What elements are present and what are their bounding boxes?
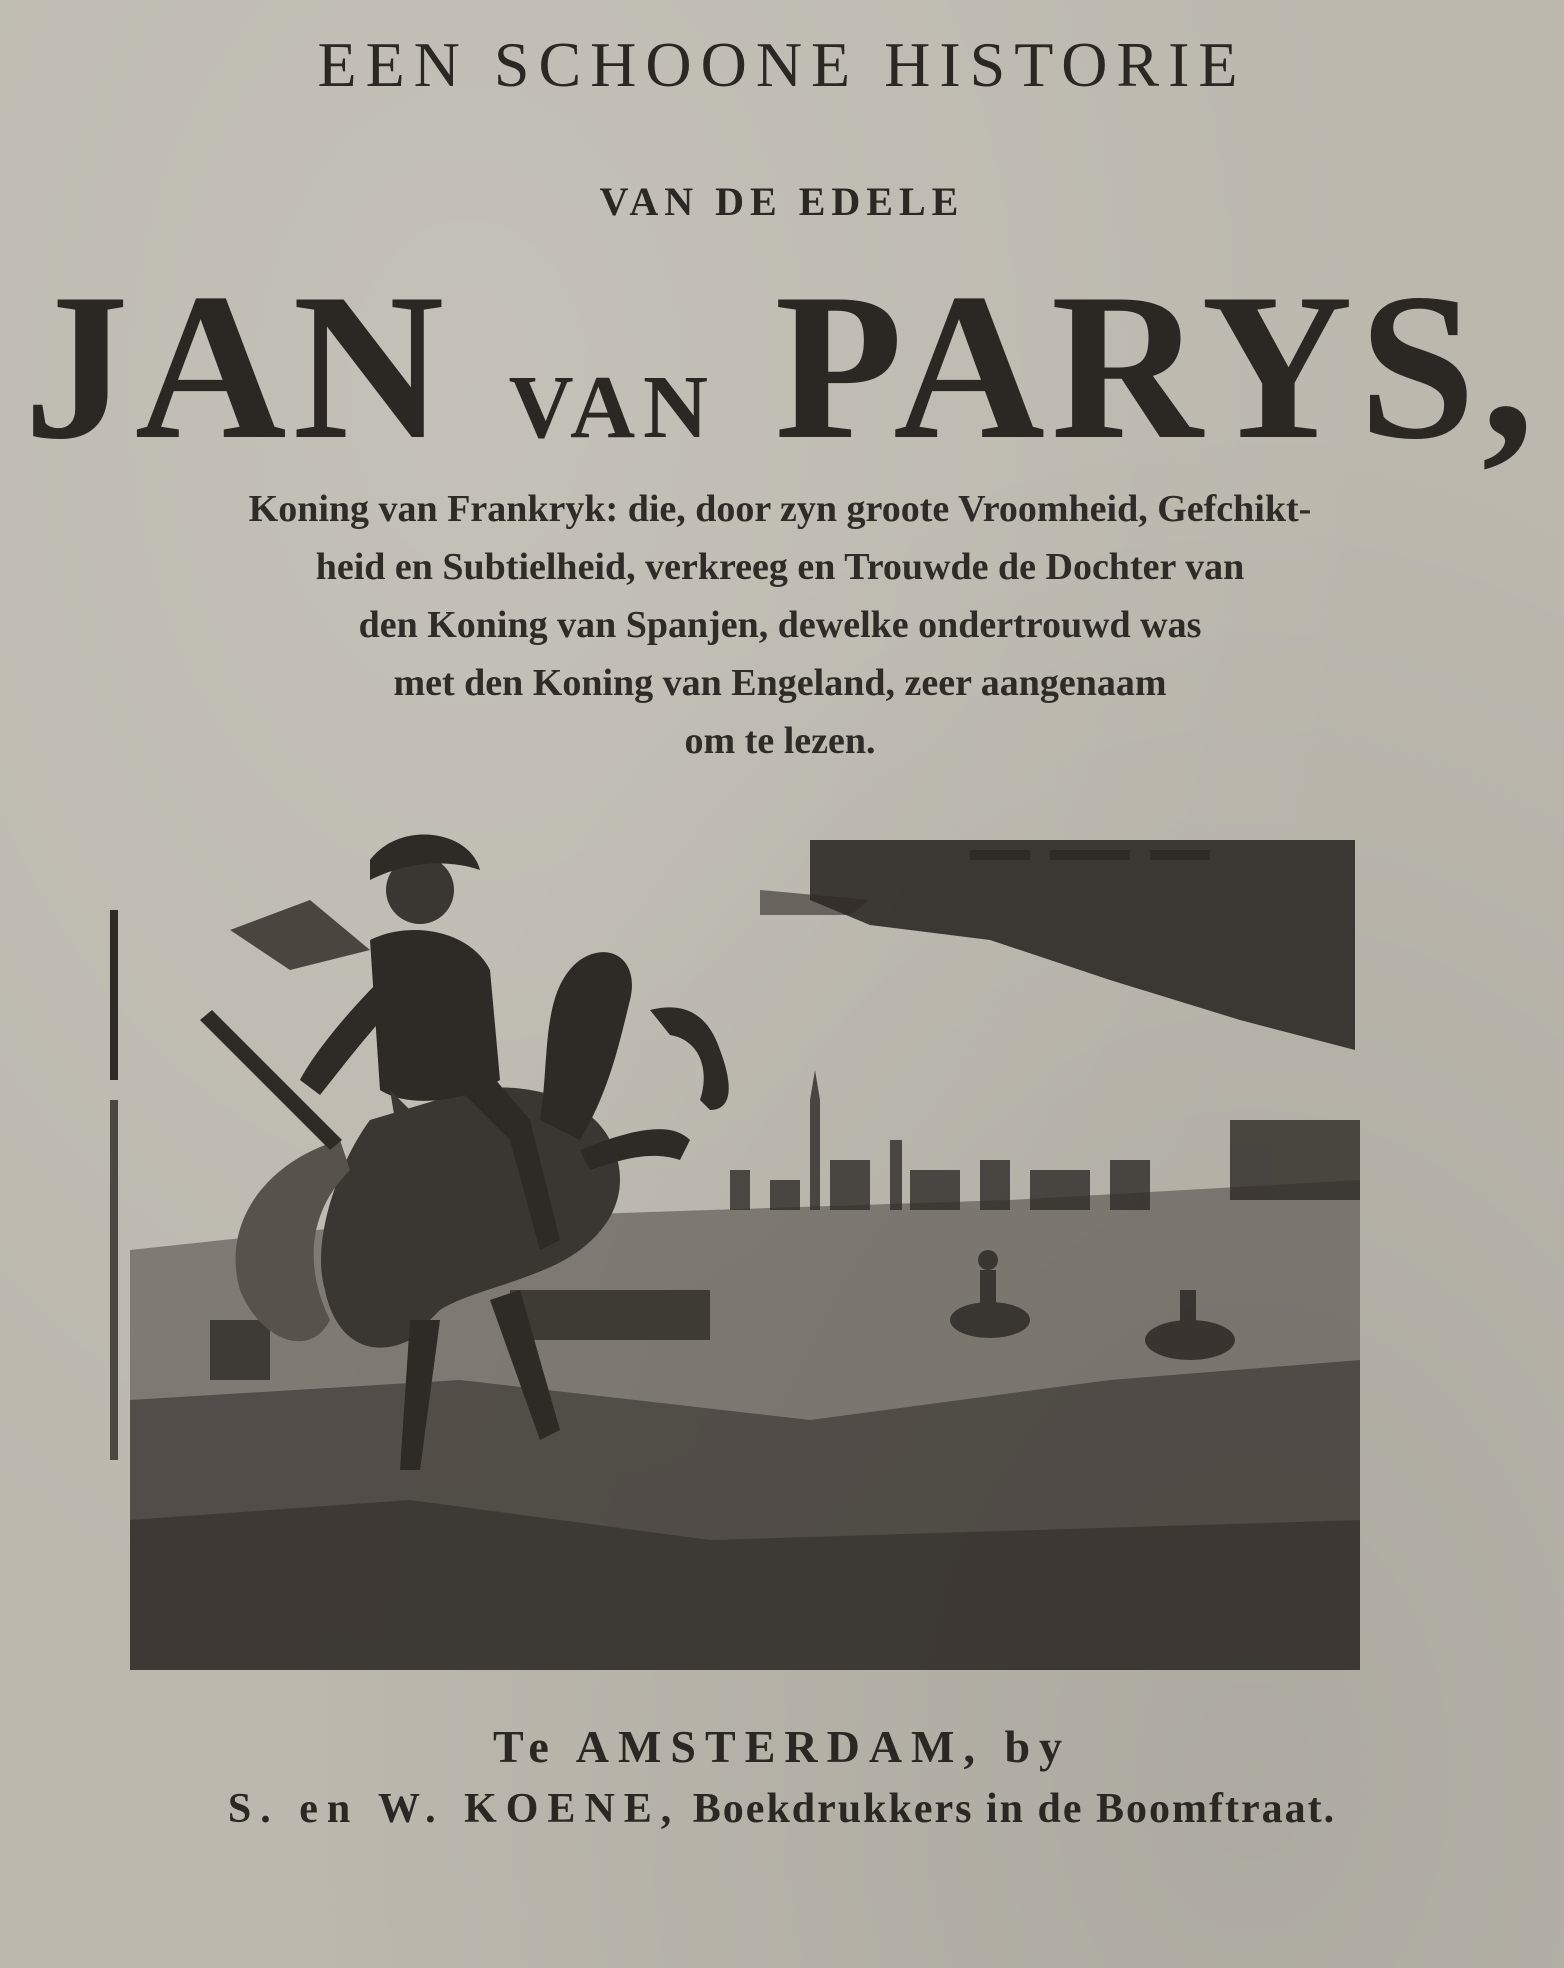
description-line: Koning van Frankryk: die, door zyn groote Vroomheid, Gefchikt- <box>248 488 1312 530</box>
description-line: met den Koning van Engeland, zeer aangenaam <box>393 662 1167 704</box>
main-title-van: VAN <box>508 358 717 457</box>
woodcut-horseman-icon <box>110 820 1360 1680</box>
description-line: heid en Subtielheid, verkreeg en Trouwde de Dochter van <box>315 546 1245 588</box>
main-title-jan: JAN <box>23 251 451 483</box>
printer-address: Boekdrukkers in de Boomftraat. <box>692 1786 1337 1832</box>
main-title-parys: PARYS, <box>774 251 1541 483</box>
title-line-2: VAN DE EDELE <box>599 179 965 224</box>
description-line: om te lezen. <box>684 720 876 762</box>
description-line: den Koning van Spanjen, dewelke ondertrouwd was <box>358 604 1202 646</box>
imprint-printer <box>0 1785 1564 1833</box>
main-title <box>0 251 1564 513</box>
title-line-1: EEN SCHOONE HISTORIE <box>317 29 1247 100</box>
printer-names: S. en W. KOENE, <box>227 1786 681 1832</box>
imprint-city: Te AMSTERDAM, by <box>492 1721 1072 1772</box>
subtitle-description <box>130 480 1430 770</box>
